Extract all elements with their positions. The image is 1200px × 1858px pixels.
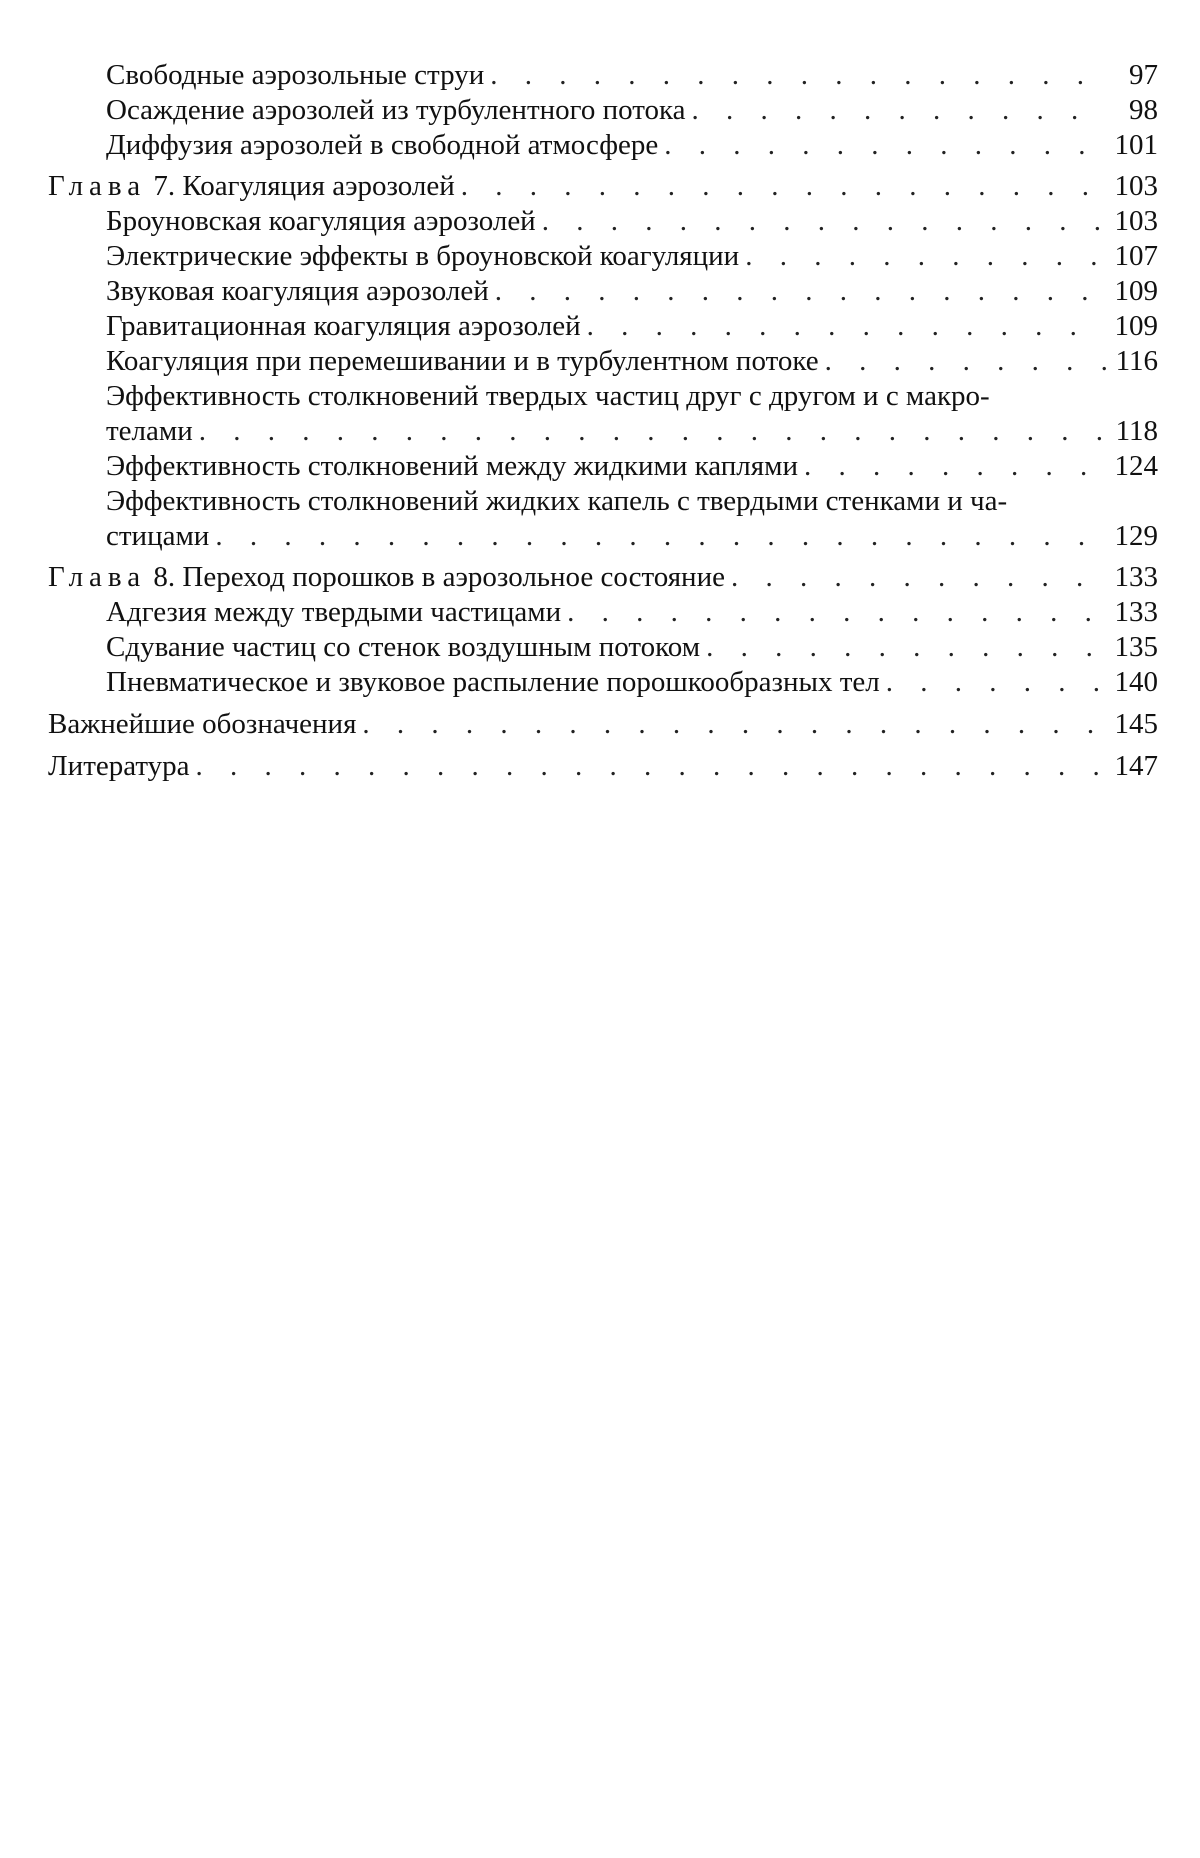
leader-dots <box>745 239 1106 274</box>
leader-dots <box>490 58 1106 93</box>
toc-chapter-title <box>48 169 461 204</box>
toc-entry-title: Сдувание частиц со стенок воздушным потоком <box>106 631 701 663</box>
toc-chapter-entry <box>48 169 1158 204</box>
toc-entry-title: Важнейшие обозначения <box>48 708 357 740</box>
chapter-title-text: 8. Переход порошков в аэрозольное состояние <box>153 561 725 593</box>
toc-page-number: 124 <box>1114 450 1158 482</box>
toc-entry-title: Электрические эффекты в броуновской коагуляции <box>106 240 740 272</box>
toc-page-number: 140 <box>1114 666 1158 698</box>
toc-entry-title: Адгезия между твердыми частицами <box>106 596 562 628</box>
toc-entry <box>48 204 1158 239</box>
toc-entry <box>48 449 1158 484</box>
leader-dots <box>731 560 1106 595</box>
leader-dots <box>804 449 1106 484</box>
leader-dots <box>692 93 1106 128</box>
toc-entry <box>48 414 1158 449</box>
chapter-title-text: 7. Коагуляция аэрозолей <box>153 170 455 202</box>
toc-page-number: 118 <box>1115 415 1158 447</box>
toc-entry <box>48 344 1158 379</box>
leader-dots <box>706 630 1106 665</box>
toc-top-entry <box>48 707 1158 742</box>
toc-entry-title: Литература <box>48 750 190 782</box>
toc-page-number: 133 <box>1114 596 1158 628</box>
toc-entry <box>48 665 1158 700</box>
toc-entry <box>48 519 1158 554</box>
toc-page-number: 103 <box>1114 170 1158 202</box>
leader-dots <box>542 204 1106 239</box>
toc-entry-title: Коагуляция при перемешивании и в турбулентном потоке <box>106 345 819 377</box>
toc-entry <box>48 630 1158 665</box>
toc-page-number: 101 <box>1114 129 1158 161</box>
leader-dots <box>215 519 1106 554</box>
toc-top-entry <box>48 749 1158 784</box>
toc-page-number: 103 <box>1114 205 1158 237</box>
toc-entry-title: Осаждение аэрозолей из турбулентного потока <box>106 94 686 126</box>
toc-entry <box>48 128 1158 163</box>
toc-entry-title-line1: Эффективность столкновений твердых частиц друг с другом и с макро- <box>106 380 990 412</box>
toc-page-number: 129 <box>1114 520 1158 552</box>
toc-entry <box>48 239 1158 274</box>
toc-entry-title: телами <box>106 415 193 447</box>
toc-entry-title-line1: Эффективность столкновений жидких капель с твердыми стенками и ча- <box>106 485 1008 517</box>
toc-entry-title: Звуковая коагуляция аэрозолей <box>106 275 489 307</box>
leader-dots <box>461 169 1106 204</box>
toc-entry-title: стицами <box>106 520 210 552</box>
chapter-prefix: Глава <box>48 561 147 593</box>
table-of-contents <box>48 58 1158 784</box>
leader-dots <box>362 707 1106 742</box>
toc-entry <box>48 58 1158 93</box>
toc-page-number: 109 <box>1114 310 1158 342</box>
leader-dots <box>495 274 1106 309</box>
toc-entry <box>48 274 1158 309</box>
toc-page-number: 98 <box>1129 94 1158 126</box>
toc-chapter-entry <box>48 560 1158 595</box>
chapter-prefix: Глава <box>48 170 147 202</box>
toc-entry-title: Эффективность столкновений между жидкими каплями <box>106 450 798 482</box>
toc-page-number: 97 <box>1129 59 1158 91</box>
toc-entry <box>48 309 1158 344</box>
leader-dots <box>664 128 1106 163</box>
toc-entry-title: Диффузия аэрозолей в свободной атмосфере <box>106 129 659 161</box>
toc-entry-title: Пневматическое и звуковое распыление порошкообразных тел <box>106 666 880 698</box>
leader-dots <box>567 595 1106 630</box>
toc-page-number: 135 <box>1114 631 1158 663</box>
leader-dots <box>199 414 1106 449</box>
leader-dots <box>587 309 1106 344</box>
toc-entry <box>48 93 1158 128</box>
toc-page-number: 109 <box>1114 275 1158 307</box>
leader-dots <box>886 665 1106 700</box>
toc-page-number: 133 <box>1114 561 1158 593</box>
toc-chapter-title <box>48 560 731 595</box>
toc-page-number: 147 <box>1114 750 1158 782</box>
toc-page-number: 116 <box>1115 345 1158 377</box>
toc-entry-title: Свободные аэрозольные струи <box>106 59 485 91</box>
toc-entry-title: Броуновская коагуляция аэрозолей <box>106 205 536 237</box>
leader-dots <box>825 344 1106 379</box>
toc-entry <box>48 595 1158 630</box>
leader-dots <box>196 749 1106 784</box>
toc-page-number: 145 <box>1114 708 1158 740</box>
toc-entry-title: Гравитационная коагуляция аэрозолей <box>106 310 581 342</box>
toc-page-number: 107 <box>1114 240 1158 272</box>
